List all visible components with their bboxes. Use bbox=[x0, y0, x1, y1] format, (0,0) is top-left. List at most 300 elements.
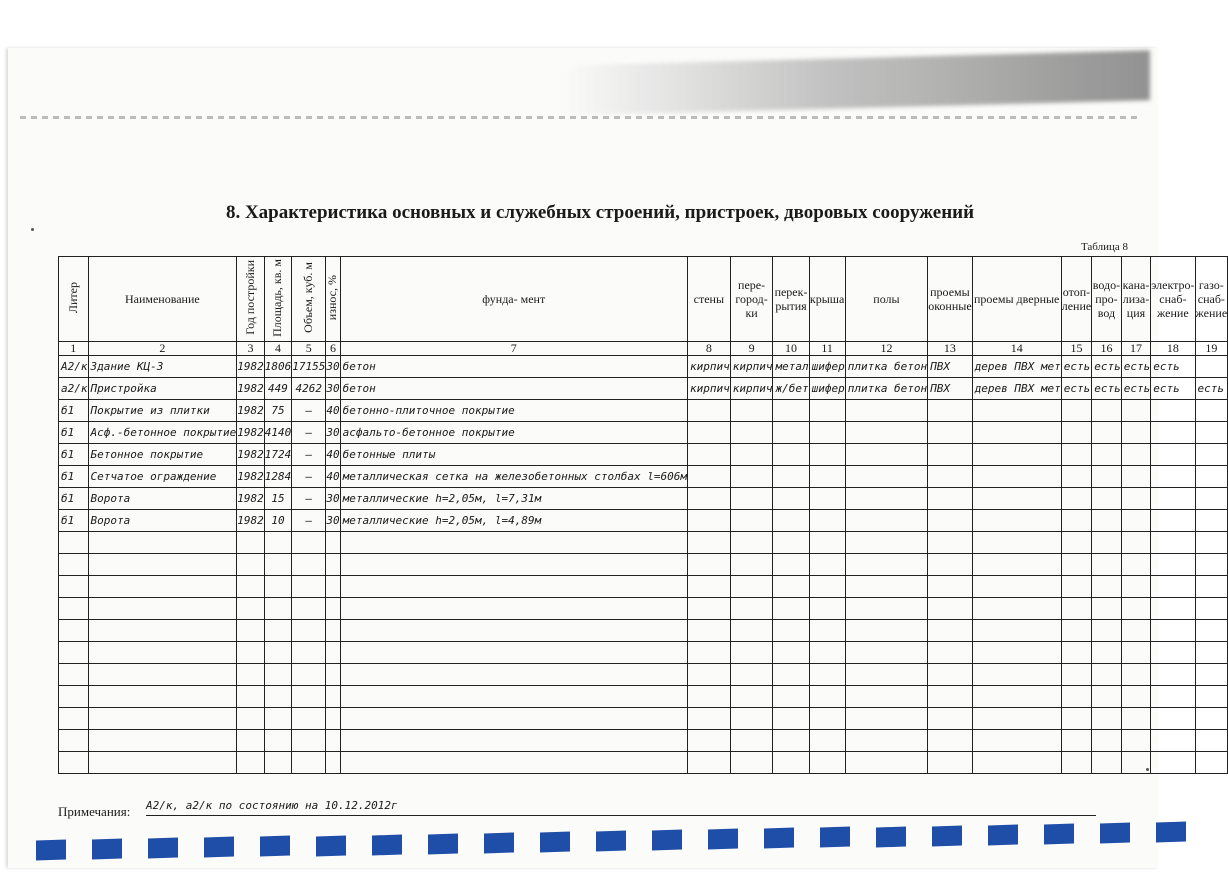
table-cell bbox=[326, 532, 340, 554]
header-cell: газо- снаб- жение bbox=[1195, 257, 1228, 342]
empty-table-row bbox=[59, 708, 1228, 730]
table-cell bbox=[292, 730, 326, 752]
table-cell bbox=[326, 554, 340, 576]
column-number: 15 bbox=[1061, 342, 1091, 356]
table-cell bbox=[340, 708, 687, 730]
table-cell: б1 bbox=[59, 400, 89, 422]
table-cell: метал bbox=[773, 356, 809, 378]
table-cell bbox=[928, 466, 972, 488]
header-cell: Год постройки bbox=[237, 257, 265, 342]
table-cell bbox=[1092, 422, 1122, 444]
table-cell bbox=[928, 532, 972, 554]
header-cell: Площадь, кв. м bbox=[264, 257, 292, 342]
table-cell bbox=[845, 686, 927, 708]
empty-table-row bbox=[59, 598, 1228, 620]
table-cell bbox=[972, 488, 1061, 510]
table-cell bbox=[928, 730, 972, 752]
table-cell bbox=[809, 708, 845, 730]
table-cell: есть bbox=[1151, 356, 1195, 378]
table-cell bbox=[773, 554, 809, 576]
table-cell bbox=[809, 466, 845, 488]
table-row bbox=[59, 400, 1228, 422]
table-cell: 30 bbox=[326, 422, 340, 444]
table-cell bbox=[972, 664, 1061, 686]
column-number: 11 bbox=[809, 342, 845, 356]
table-cell bbox=[928, 400, 972, 422]
table-cell bbox=[292, 554, 326, 576]
table-cell bbox=[1195, 356, 1228, 378]
table-cell bbox=[809, 664, 845, 686]
table-cell bbox=[1061, 510, 1091, 532]
table-cell bbox=[730, 730, 773, 752]
column-number: 16 bbox=[1092, 342, 1122, 356]
table-cell: 30 bbox=[326, 378, 340, 400]
table-cell bbox=[1195, 510, 1228, 532]
table-cell: есть bbox=[1061, 356, 1091, 378]
table-cell bbox=[972, 686, 1061, 708]
table-cell: – bbox=[292, 466, 326, 488]
table-cell bbox=[809, 598, 845, 620]
table-cell bbox=[237, 664, 265, 686]
table-cell bbox=[1151, 642, 1195, 664]
table-cell: кирпич bbox=[730, 378, 773, 400]
header-cell: полы bbox=[845, 257, 927, 342]
table-cell bbox=[773, 422, 809, 444]
table-cell bbox=[687, 642, 730, 664]
column-number: 10 bbox=[773, 342, 809, 356]
table-cell bbox=[1121, 422, 1151, 444]
table-cell bbox=[845, 576, 927, 598]
table-cell bbox=[88, 532, 237, 554]
binding-tab bbox=[764, 828, 794, 849]
table-cell bbox=[1092, 488, 1122, 510]
table-cell bbox=[1151, 466, 1195, 488]
header-cell: перек- рытия bbox=[773, 257, 809, 342]
table-cell bbox=[928, 510, 972, 532]
table-cell bbox=[730, 532, 773, 554]
table-cell bbox=[773, 510, 809, 532]
table-cell: 30 bbox=[326, 510, 340, 532]
table-cell bbox=[809, 576, 845, 598]
table-cell bbox=[972, 444, 1061, 466]
table-cell: 40 bbox=[326, 466, 340, 488]
table-cell: дерев ПВХ мет bbox=[972, 356, 1061, 378]
column-number: 3 bbox=[237, 342, 265, 356]
binding-tab bbox=[820, 827, 850, 848]
table-cell: 10 bbox=[264, 510, 292, 532]
table-cell bbox=[773, 752, 809, 774]
table-row bbox=[59, 466, 1228, 488]
table-cell bbox=[264, 752, 292, 774]
table-cell: есть bbox=[1151, 378, 1195, 400]
table-cell bbox=[972, 730, 1061, 752]
empty-table-row bbox=[59, 620, 1228, 642]
table-cell: 1982 bbox=[237, 444, 265, 466]
table-cell: 1982 bbox=[237, 488, 265, 510]
table-cell bbox=[730, 400, 773, 422]
table-cell: 4140 bbox=[264, 422, 292, 444]
table-cell: шифер bbox=[809, 356, 845, 378]
table-cell bbox=[1195, 598, 1228, 620]
table-cell: 1806 bbox=[264, 356, 292, 378]
table-cell bbox=[730, 642, 773, 664]
binding-tab bbox=[876, 826, 906, 847]
table-cell: 1982 bbox=[237, 510, 265, 532]
table-cell bbox=[730, 598, 773, 620]
header-cell: отоп- ление bbox=[1061, 257, 1091, 342]
table-cell bbox=[237, 598, 265, 620]
table-cell bbox=[1195, 642, 1228, 664]
table-cell bbox=[59, 554, 89, 576]
table-cell bbox=[292, 708, 326, 730]
table-cell bbox=[730, 488, 773, 510]
header-cell: Наименование bbox=[88, 257, 237, 342]
table-cell bbox=[264, 642, 292, 664]
table-cell bbox=[1151, 488, 1195, 510]
table-cell: 1982 bbox=[237, 400, 265, 422]
table-cell: 40 bbox=[326, 444, 340, 466]
table-cell: 4262 bbox=[292, 378, 326, 400]
table-cell bbox=[59, 730, 89, 752]
table-cell: есть bbox=[1121, 378, 1151, 400]
header-cell: Объем, куб. м bbox=[292, 257, 326, 342]
table-cell bbox=[1121, 730, 1151, 752]
table-cell bbox=[687, 576, 730, 598]
table-cell bbox=[264, 664, 292, 686]
table-cell bbox=[1061, 730, 1091, 752]
table-cell bbox=[730, 444, 773, 466]
table-body bbox=[59, 356, 1228, 774]
table-cell: 40 bbox=[326, 400, 340, 422]
table-cell bbox=[292, 598, 326, 620]
column-number: 12 bbox=[845, 342, 927, 356]
table-cell bbox=[845, 488, 927, 510]
table-cell bbox=[730, 422, 773, 444]
table-row bbox=[59, 422, 1228, 444]
table-cell bbox=[730, 664, 773, 686]
table-cell bbox=[687, 532, 730, 554]
table-cell: бетонно-плиточное покрытие bbox=[340, 400, 687, 422]
column-number: 14 bbox=[972, 342, 1061, 356]
table-cell bbox=[972, 532, 1061, 554]
table-cell bbox=[1151, 576, 1195, 598]
table-cell bbox=[264, 532, 292, 554]
table-cell: Ворота bbox=[88, 510, 237, 532]
table-cell bbox=[972, 400, 1061, 422]
empty-table-row bbox=[59, 664, 1228, 686]
table-cell bbox=[264, 576, 292, 598]
table-cell bbox=[845, 400, 927, 422]
table-cell bbox=[59, 576, 89, 598]
table-cell bbox=[928, 686, 972, 708]
table-cell bbox=[730, 466, 773, 488]
table-cell bbox=[1061, 752, 1091, 774]
table-cell bbox=[1151, 686, 1195, 708]
table-cell bbox=[1121, 400, 1151, 422]
buildings-table bbox=[58, 256, 1228, 774]
table-cell: есть bbox=[1061, 378, 1091, 400]
table-cell bbox=[1092, 532, 1122, 554]
table-cell bbox=[928, 598, 972, 620]
table-cell: Пристройка bbox=[88, 378, 237, 400]
empty-table-row bbox=[59, 642, 1228, 664]
table-cell bbox=[845, 708, 927, 730]
table-row bbox=[59, 356, 1228, 378]
table-cell bbox=[928, 488, 972, 510]
table-cell bbox=[1195, 444, 1228, 466]
table-cell bbox=[1151, 708, 1195, 730]
table-cell bbox=[687, 466, 730, 488]
table-cell bbox=[1092, 554, 1122, 576]
page-title: 8. Характеристика основных и служебных строений, пристроек, дворовых сооружений bbox=[225, 202, 975, 223]
table-cell: Здание КЦ-3 bbox=[88, 356, 237, 378]
table-cell bbox=[972, 642, 1061, 664]
table-cell bbox=[1061, 554, 1091, 576]
binding-tab bbox=[148, 838, 178, 859]
table-cell: дерев ПВХ мет bbox=[972, 378, 1061, 400]
table-cell: 1982 bbox=[237, 356, 265, 378]
table-cell: Ворота bbox=[88, 488, 237, 510]
table-cell bbox=[340, 642, 687, 664]
column-number: 17 bbox=[1121, 342, 1151, 356]
table-cell bbox=[809, 510, 845, 532]
table-cell bbox=[326, 664, 340, 686]
binding-tab bbox=[652, 830, 682, 851]
table-cell bbox=[809, 422, 845, 444]
table-cell bbox=[730, 620, 773, 642]
table-cell: – bbox=[292, 422, 326, 444]
table-cell bbox=[292, 664, 326, 686]
binding-tab bbox=[988, 824, 1018, 845]
binding-tab bbox=[92, 839, 122, 860]
table-cell bbox=[59, 708, 89, 730]
table-cell bbox=[687, 400, 730, 422]
table-cell bbox=[59, 642, 89, 664]
table-cell bbox=[730, 752, 773, 774]
header-cell: проемы дверные bbox=[972, 257, 1061, 342]
table-cell bbox=[292, 576, 326, 598]
table-cell bbox=[773, 488, 809, 510]
binding-tab bbox=[932, 825, 962, 846]
table-cell bbox=[1121, 708, 1151, 730]
column-number: 6 bbox=[326, 342, 340, 356]
table-cell bbox=[809, 752, 845, 774]
table-cell bbox=[1061, 444, 1091, 466]
table-cell bbox=[928, 620, 972, 642]
table-cell bbox=[1151, 730, 1195, 752]
table-cell bbox=[845, 730, 927, 752]
table-cell bbox=[88, 598, 237, 620]
table-cell bbox=[687, 686, 730, 708]
table-cell bbox=[340, 730, 687, 752]
binding-tab bbox=[372, 834, 402, 855]
scan-dot bbox=[1146, 768, 1149, 771]
table-cell bbox=[1092, 620, 1122, 642]
table-cell: б1 bbox=[59, 466, 89, 488]
table-cell: есть bbox=[1195, 378, 1228, 400]
table-cell bbox=[59, 752, 89, 774]
table-cell bbox=[1195, 620, 1228, 642]
header-row bbox=[59, 257, 1228, 342]
table-cell bbox=[1195, 752, 1228, 774]
table-cell bbox=[1092, 400, 1122, 422]
scan-dot bbox=[31, 228, 34, 231]
table-cell bbox=[730, 708, 773, 730]
table-cell bbox=[1151, 422, 1195, 444]
table-cell bbox=[264, 708, 292, 730]
table-cell bbox=[773, 466, 809, 488]
table-cell bbox=[1195, 554, 1228, 576]
table-cell bbox=[809, 444, 845, 466]
table-cell bbox=[1121, 642, 1151, 664]
table-cell: есть bbox=[1121, 356, 1151, 378]
header-cell: кана- лиза- ция bbox=[1121, 257, 1151, 342]
table-cell bbox=[809, 642, 845, 664]
table-cell: 15 bbox=[264, 488, 292, 510]
table-cell bbox=[1151, 664, 1195, 686]
table-cell bbox=[730, 576, 773, 598]
table-cell bbox=[845, 642, 927, 664]
table-cell bbox=[928, 642, 972, 664]
table-cell bbox=[1092, 466, 1122, 488]
table-cell: – bbox=[292, 510, 326, 532]
table-cell bbox=[1151, 620, 1195, 642]
table-cell: бетон bbox=[340, 356, 687, 378]
table-cell bbox=[773, 400, 809, 422]
column-number: 1 bbox=[59, 342, 89, 356]
table-cell bbox=[1121, 532, 1151, 554]
table-cell bbox=[88, 708, 237, 730]
table-cell bbox=[1151, 510, 1195, 532]
header-cell: пере- город- ки bbox=[730, 257, 773, 342]
table-cell bbox=[773, 620, 809, 642]
table-cell bbox=[1092, 510, 1122, 532]
table-cell bbox=[730, 686, 773, 708]
table-cell bbox=[687, 554, 730, 576]
table-cell bbox=[1092, 444, 1122, 466]
table-cell bbox=[1195, 730, 1228, 752]
table-cell bbox=[845, 466, 927, 488]
table-cell bbox=[1121, 554, 1151, 576]
table-cell bbox=[773, 730, 809, 752]
table-cell: б1 bbox=[59, 488, 89, 510]
table-cell bbox=[773, 642, 809, 664]
table-cell bbox=[1151, 532, 1195, 554]
table-cell bbox=[1195, 422, 1228, 444]
table-cell bbox=[1195, 686, 1228, 708]
table-cell bbox=[237, 554, 265, 576]
table-cell bbox=[1121, 576, 1151, 598]
table-cell bbox=[340, 752, 687, 774]
table-cell: 30 bbox=[326, 488, 340, 510]
table-cell: б1 bbox=[59, 510, 89, 532]
table-cell bbox=[326, 752, 340, 774]
table-cell bbox=[292, 532, 326, 554]
table-cell bbox=[1121, 444, 1151, 466]
table-cell bbox=[264, 598, 292, 620]
table-cell bbox=[687, 620, 730, 642]
table-cell bbox=[264, 730, 292, 752]
table-cell: ПВХ bbox=[928, 378, 972, 400]
table-cell bbox=[264, 686, 292, 708]
table-cell bbox=[1061, 620, 1091, 642]
column-number: 7 bbox=[340, 342, 687, 356]
table-cell bbox=[59, 664, 89, 686]
table-cell bbox=[292, 752, 326, 774]
table-cell bbox=[845, 532, 927, 554]
table-cell bbox=[972, 554, 1061, 576]
table-cell bbox=[1061, 664, 1091, 686]
table-cell bbox=[1061, 400, 1091, 422]
table-cell bbox=[59, 620, 89, 642]
table-cell: 1284 bbox=[264, 466, 292, 488]
table-cell bbox=[928, 664, 972, 686]
table-cell: плитка бетон bbox=[845, 356, 927, 378]
empty-table-row bbox=[59, 730, 1228, 752]
table-cell bbox=[264, 554, 292, 576]
table-cell: кирпич bbox=[687, 378, 730, 400]
table-cell bbox=[1121, 488, 1151, 510]
table-cell bbox=[687, 664, 730, 686]
table-cell: 17155 bbox=[292, 356, 326, 378]
column-number: 2 bbox=[88, 342, 237, 356]
header-cell: электро- снаб- жение bbox=[1151, 257, 1195, 342]
spiral-binding bbox=[36, 818, 1196, 872]
table-cell: 75 bbox=[264, 400, 292, 422]
table-cell bbox=[88, 752, 237, 774]
table-cell: – bbox=[292, 400, 326, 422]
table-cell: б1 bbox=[59, 422, 89, 444]
table-cell bbox=[773, 708, 809, 730]
table-cell: б1 bbox=[59, 444, 89, 466]
table-cell: – bbox=[292, 488, 326, 510]
table-cell: 1982 bbox=[237, 422, 265, 444]
table-cell bbox=[972, 510, 1061, 532]
table-cell bbox=[326, 642, 340, 664]
table-cell bbox=[237, 730, 265, 752]
table-cell: А2/к bbox=[59, 356, 89, 378]
table-cell bbox=[88, 664, 237, 686]
table-cell bbox=[1092, 686, 1122, 708]
binding-tab bbox=[204, 837, 234, 858]
table-cell bbox=[1061, 686, 1091, 708]
table-cell bbox=[1061, 488, 1091, 510]
table-cell: Покрытие из плитки bbox=[88, 400, 237, 422]
header-cell: Литер bbox=[59, 257, 89, 342]
header-cell: проемы оконные bbox=[928, 257, 972, 342]
table-cell bbox=[1151, 752, 1195, 774]
table-cell bbox=[1092, 664, 1122, 686]
table-cell bbox=[1151, 444, 1195, 466]
empty-table-row bbox=[59, 686, 1228, 708]
table-cell bbox=[326, 730, 340, 752]
table-cell bbox=[773, 598, 809, 620]
table-cell bbox=[845, 444, 927, 466]
table-cell bbox=[326, 598, 340, 620]
table-cell bbox=[687, 422, 730, 444]
binding-tab bbox=[484, 832, 514, 853]
table-cell bbox=[1061, 466, 1091, 488]
table-cell bbox=[326, 620, 340, 642]
table-cell bbox=[687, 444, 730, 466]
table-cell: 1982 bbox=[237, 466, 265, 488]
column-number: 5 bbox=[292, 342, 326, 356]
table-cell bbox=[237, 708, 265, 730]
table-cell bbox=[1151, 400, 1195, 422]
binding-tab bbox=[316, 835, 346, 856]
table-cell bbox=[928, 444, 972, 466]
table-cell bbox=[773, 444, 809, 466]
